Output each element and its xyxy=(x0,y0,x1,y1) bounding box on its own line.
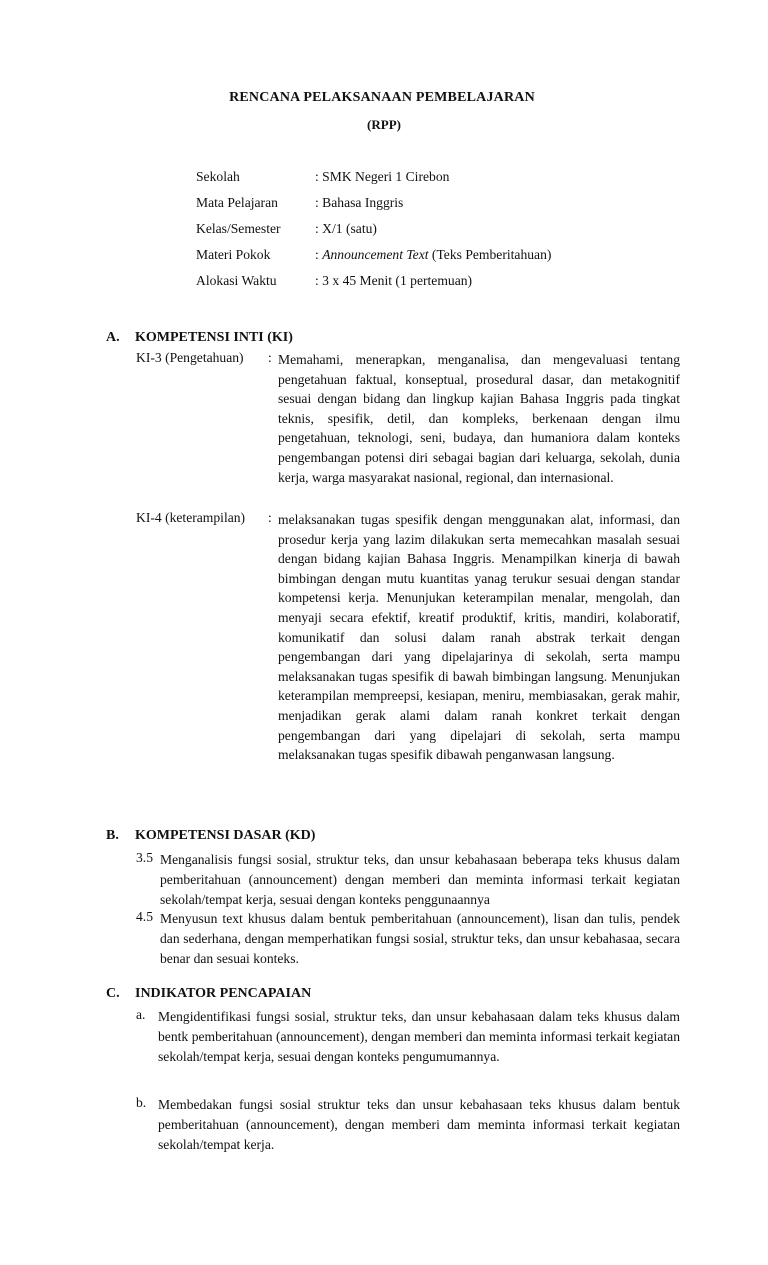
identity-value: : SMK Negeri 1 Cirebon xyxy=(315,169,450,184)
identity-label: Sekolah xyxy=(196,169,240,184)
ki-colon: : xyxy=(268,350,272,365)
document-subtitle: (RPP) xyxy=(367,117,401,132)
section-b-heading: B. KOMPETENSI DASAR (KD) xyxy=(106,828,316,843)
kd-number: 3.5 xyxy=(136,850,153,865)
section-c-heading: C. INDIKATOR PENCAPAIAN xyxy=(106,986,312,1001)
identity-value-italic: Announcement Text xyxy=(322,247,429,262)
ki-colon: : xyxy=(268,510,272,525)
identity-label: Materi Pokok xyxy=(196,247,271,262)
indicator-text: Mengidentifikasi fungsi sosial, struktur teks, dan unsur kebahasaan dalam teks khusus dalam bentk pemberitahuan (announcement), dengan memberi dan meminta informasi terkait kegiatan sekolah/tempat kerja, sesuai dengan konteks pengumumannya. xyxy=(158,1009,680,1064)
indicator-text: Membedakan fungsi sosial struktur teks dan unsur kebahasaan teks khusus dalam bentuk pemberitahuan (announcement), dengan memberi dam meminta informasi terkait kegiatan sekolah/tempat kerja. xyxy=(158,1097,680,1152)
indicator-marker: b. xyxy=(136,1095,147,1110)
ki-label: KI-3 (Pengetahuan) xyxy=(136,350,244,365)
ki-text: Memahami, menerapkan, menganalisa, dan mengevaluasi tentang pengetahuan faktual, konseptual, prosedural dasar, dan metakognitif sesuai dengan bidang dan lingkup kajian Bahasa Inggris pada tingkat teknis, spesifik, detil, dan kompleks, berkenaan dengan ilmu pengetahuan, teknologi, seni, budaya, dan humaniora dalam konteks pengembangan potensi diri sebagai bagian dari keluarga, sekolah, dunia kerja, warga masyarakat nasional, regional, dan internasional. xyxy=(278,352,680,485)
identity-label: Alokasi Waktu xyxy=(196,273,277,288)
kd-text: Menyusun text khusus dalam bentuk pemberitahuan (announcement), lisan dan tulis, pendek dan sederhana, dengan memperhatikan fungsi sosial, struktur teks, dan unsur kebahasaa, secara benar dan sesuai konteks. xyxy=(160,911,680,966)
identity-value: : Announcement Text (Teks Pemberitahuan) xyxy=(315,247,552,262)
ki-label: KI-4 (keterampilan) xyxy=(136,510,246,525)
identity-value: : Bahasa Inggris xyxy=(315,195,404,210)
kd-number: 4.5 xyxy=(136,909,153,924)
identity-label: Kelas/Semester xyxy=(196,221,281,236)
identity-value: : X/1 (satu) xyxy=(315,221,377,236)
ki-text: melaksanakan tugas spesifik dengan menggunakan alat, informasi, dan prosedur kerja yang lazim dilakukan serta memecahkan masalah sesuai dengan bidang kajian Bahasa Inggris. Menampilkan kinerja di bawah bimbingan dengan mutu kuantitas yanag terukur sesuai dengan standar kompetensi kerja. Menunjukan keterampilan menalar, mengolah, dan menyaji secara efektif, kreatif produktif, kritis, mandiri, kolaboratif, komunikatif dan solusi dalam ranah abstrak terkait dengan pengembangan dari yang dipelajarinya di sekolah, serta mampu melaksanakan tugas spesifik di bawah bimbingan langsung. Menunjukan keterampilan mempreepsi, kesiapan, meniru, membiasakan, gerak mahir, menjadikan gerak alami dalam ranah konkret terkait dengan pengembangan dari yang dipelajari di sekolah, serta mampu melaksanakan tugas spesifik dibawah penganwasan langsung. xyxy=(278,512,680,763)
identity-value: : 3 x 45 Menit (1 pertemuan) xyxy=(315,273,473,288)
section-a-heading: A. KOMPETENSI INTI (KI) xyxy=(106,330,293,345)
indicator-marker: a. xyxy=(136,1007,146,1022)
kd-text: Menganalisis fungsi sosial, struktur teks, dan unsur kebahasaan beberapa teks khusus dalam pemberitahuan (announcement) dengan memberi dan meminta informasi terkait kegiatan sekolah/tempat kerja, sesuai dengan konteks penggunaannya xyxy=(160,852,680,907)
identity-label: Mata Pelajaran xyxy=(196,195,278,210)
document-title: RENCANA PELAKSANAAN PEMBELAJARAN xyxy=(229,90,535,105)
